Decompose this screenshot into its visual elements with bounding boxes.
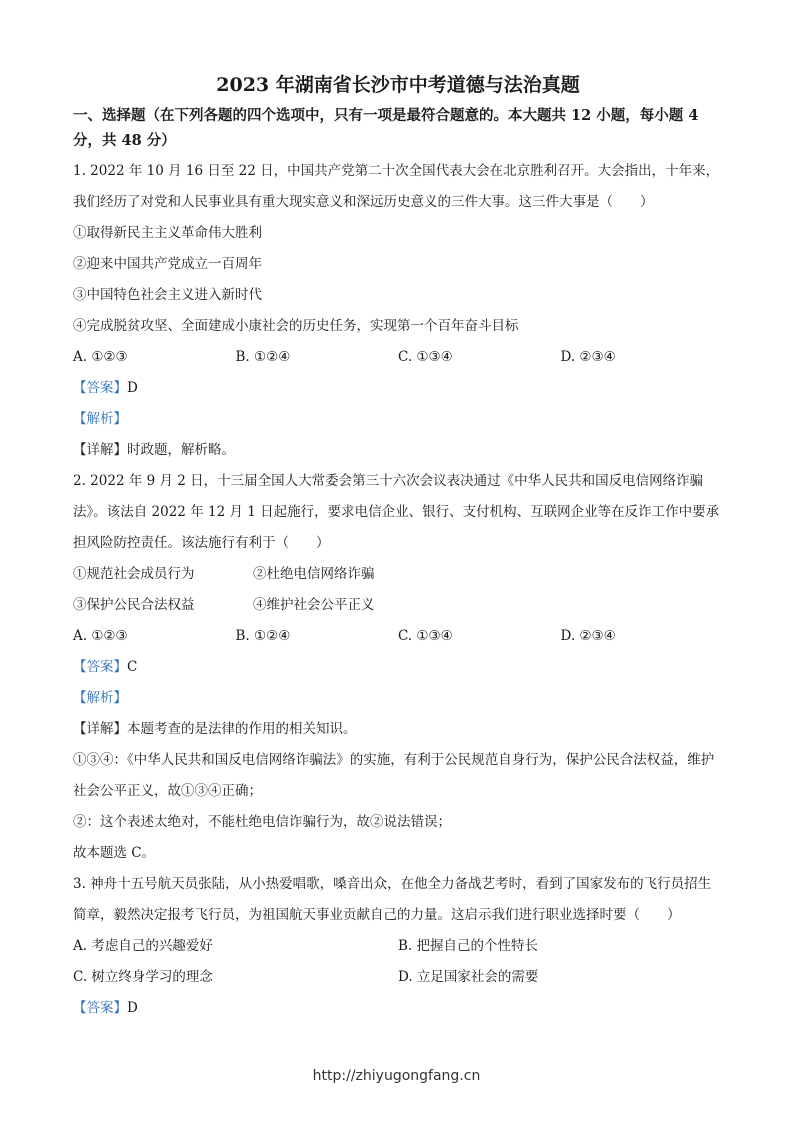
q2-items-row-1 [73, 559, 723, 590]
answer-label: 【答案】 [73, 1000, 127, 1016]
q3-stem: 3. 神舟十五号航天员张陆，从小热爱唱歌，嗓音出众，在他全力备战艺考时，看到了国家发布的飞行员招生简章，毅然决定报考飞行员，为祖国航天事业贡献自己的力量。这启示我们进行职业选择时要（ ） [73, 876, 712, 923]
answer-label: 【答案】 [73, 659, 127, 675]
page-title: 2023 年湖南省长沙市中考道德与法治真题 [216, 74, 580, 96]
q1-answer-value: D [127, 380, 138, 396]
q2-item-2: ②杜绝电信网络诈骗 [253, 566, 375, 582]
q1-item-1: ①取得新民主主义革命伟大胜利 [73, 225, 262, 241]
q1-option-d: D. ②③④ [560, 349, 616, 365]
q2-option-c: C. ①③④ [398, 628, 453, 644]
q1-analysis [73, 404, 723, 435]
q3-option-b: B. 把握自己的个性特长 [398, 938, 539, 954]
q3-option-d: D. 立足国家社会的需要 [398, 969, 539, 985]
answer-label: 【答案】 [73, 380, 127, 396]
q2-item-3: ③保护公民合法权益 [73, 597, 195, 613]
document-page [73, 72, 723, 1024]
q3-answer [73, 993, 723, 1024]
q3-option-a: A. 考虑自己的兴趣爱好 [73, 938, 213, 954]
analysis-label: 【解析】 [73, 690, 127, 706]
q2-options [73, 621, 723, 652]
q2-answer [73, 652, 723, 683]
q2-detail-text: 本题考查的是法律的作用的相关知识。 [127, 721, 357, 737]
q1-answer [73, 373, 723, 404]
q2-detail [73, 714, 723, 745]
q2-item-1: ①规范社会成员行为 [73, 566, 195, 582]
section-heading: 一、选择题（在下列各题的四个选项中，只有一项是最符合题意的。本大题共 12 小题，每小题 4 分，共 48 分） [73, 107, 699, 149]
q2-explanation-3: 故本题选 C。 [73, 845, 156, 861]
q2-explanation-1: ①③④：《中华人民共和国反电信网络诈骗法》的实施，有利于公民规范自身行为，保护公民合法权益，维护社会公平正义，故①③④正确； [73, 752, 715, 799]
q1-item-4: ④完成脱贫攻坚、全面建成小康社会的历史任务，实现第一个百年奋斗目标 [73, 318, 519, 334]
footer-url: http://zhiyugongfang.cn [312, 1068, 481, 1084]
q2-answer-value: C [127, 659, 138, 675]
q1-option-c: C. ①③④ [398, 349, 453, 365]
q2-option-d: D. ②③④ [560, 628, 616, 644]
q3-options-row-2 [73, 962, 723, 993]
q1-stem: 1. 2022 年 10 月 16 日至 22 日，中国共产党第二十次全国代表大会在北京胜利召开。大会指出，十年来，我们经历了对党和人民事业具有重大现实意义和深远历史意义的三件大事。这三件大事是（ ） [73, 163, 720, 210]
q2-option-b: B. ①②④ [235, 628, 291, 644]
q1-option-b: B. ①②④ [235, 349, 291, 365]
q2-items-row-2 [73, 590, 723, 621]
detail-label: 【详解】 [73, 721, 127, 737]
q1-detail [73, 435, 723, 466]
q3-option-c: C. 树立终身学习的理念 [73, 969, 213, 985]
q2-option-a: A. ①②③ [73, 628, 128, 644]
q3-options-row-1 [73, 931, 723, 962]
q1-options [73, 342, 723, 373]
detail-label: 【详解】 [73, 442, 127, 458]
q1-item-3: ③中国特色社会主义进入新时代 [73, 287, 262, 303]
q1-detail-text: 时政题，解析略。 [127, 442, 235, 458]
q1-item-2: ②迎来中国共产党成立一百周年 [73, 256, 262, 272]
q3-answer-value: D [127, 1000, 138, 1016]
q1-option-a: A. ①②③ [73, 349, 128, 365]
analysis-label: 【解析】 [73, 411, 127, 427]
q2-item-4: ④维护社会公平正义 [253, 597, 375, 613]
q2-explanation-2: ②：这个表述太绝对，不能杜绝电信诈骗行为，故②说法错误； [73, 814, 451, 830]
q2-stem: 2. 2022 年 9 月 2 日，十三届全国人大常委会第三十六次会议表决通过《中华人民共和国反电信网络诈骗法》。该法自 2022 年 12 月 1 日起施行，要求电信企业、银行、支付机构、互联网企业等在反诈工作中要承担风险防控责任。该法施行有利于（ ） [73, 473, 720, 551]
q2-analysis [73, 683, 723, 714]
